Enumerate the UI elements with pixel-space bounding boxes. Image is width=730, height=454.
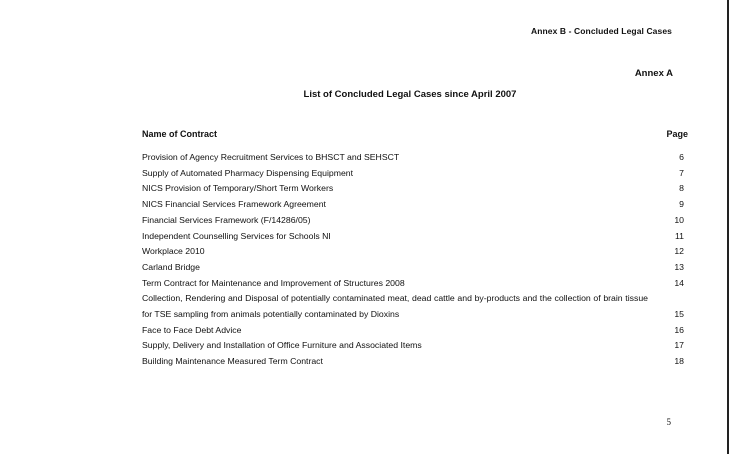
contracts-list: [142, 129, 688, 370]
list-item: [142, 181, 688, 197]
contract-name: NICS Financial Services Framework Agreement: [142, 199, 326, 210]
list-item: [142, 244, 688, 260]
entries-list: [142, 150, 688, 370]
contract-page: 7: [679, 167, 684, 178]
contract-name: Independent Counselling Services for Schools NI: [142, 230, 331, 241]
contract-name: Carland Bridge: [142, 261, 200, 272]
contract-page: 18: [674, 356, 684, 367]
contract-page: 15: [674, 309, 684, 320]
list-item: [142, 260, 688, 276]
list-item: [142, 291, 688, 322]
contract-page: 14: [674, 277, 684, 288]
page-number: 5: [666, 417, 671, 427]
list-header: [142, 129, 688, 142]
list-item: [142, 323, 688, 339]
contract-page: 8: [679, 183, 684, 194]
list-item: [142, 229, 688, 245]
contract-name: Supply of Automated Pharmacy Dispensing Equipment: [142, 167, 354, 178]
contract-page: 10: [674, 214, 684, 225]
contract-name: NICS Provision of Temporary/Short Term Workers: [142, 183, 334, 194]
list-item: [142, 197, 688, 213]
list-item: [142, 150, 688, 166]
page-column-header: Page: [666, 129, 688, 139]
annex-label: Annex A: [634, 68, 673, 79]
contract-page: 11: [674, 230, 684, 241]
list-item: [142, 338, 688, 354]
contract-page: 17: [674, 340, 684, 351]
contract-page: 6: [679, 152, 684, 162]
contract-name: Collection, Rendering and Disposal of potentially contaminated meat, dead cattle and by-products and the collection of brain tissue for TSE sampling from animals potentially contaminated by Dioxins: [142, 293, 648, 320]
name-column-header: Name of Contract: [142, 129, 218, 139]
contract-name: Face to Face Debt Advice: [142, 324, 242, 335]
contract-page: 9: [679, 199, 684, 210]
list-item: [142, 276, 688, 292]
list-item: [142, 166, 688, 182]
contract-name: Supply, Delivery and Installation of Office Furniture and Associated Items: [142, 340, 422, 351]
contract-page: 12: [674, 246, 684, 257]
contract-page: 13: [674, 261, 684, 272]
document-title: List of Concluded Legal Cases since April 2007: [303, 89, 517, 100]
contract-page: 16: [674, 324, 684, 335]
list-item: [142, 213, 688, 229]
contract-name: Provision of Agency Recruitment Services to BHSCT and SEHSCT: [142, 152, 400, 162]
contract-name: Term Contract for Maintenance and Improvement of Structures 2008: [142, 277, 405, 288]
contract-name: Workplace 2010: [142, 246, 205, 257]
contract-name: Financial Services Framework (F/14286/05): [142, 214, 311, 225]
contract-name: Building Maintenance Measured Term Contract: [142, 356, 323, 367]
list-item: [142, 354, 688, 370]
running-header: Annex B - Concluded Legal Cases: [530, 26, 672, 36]
